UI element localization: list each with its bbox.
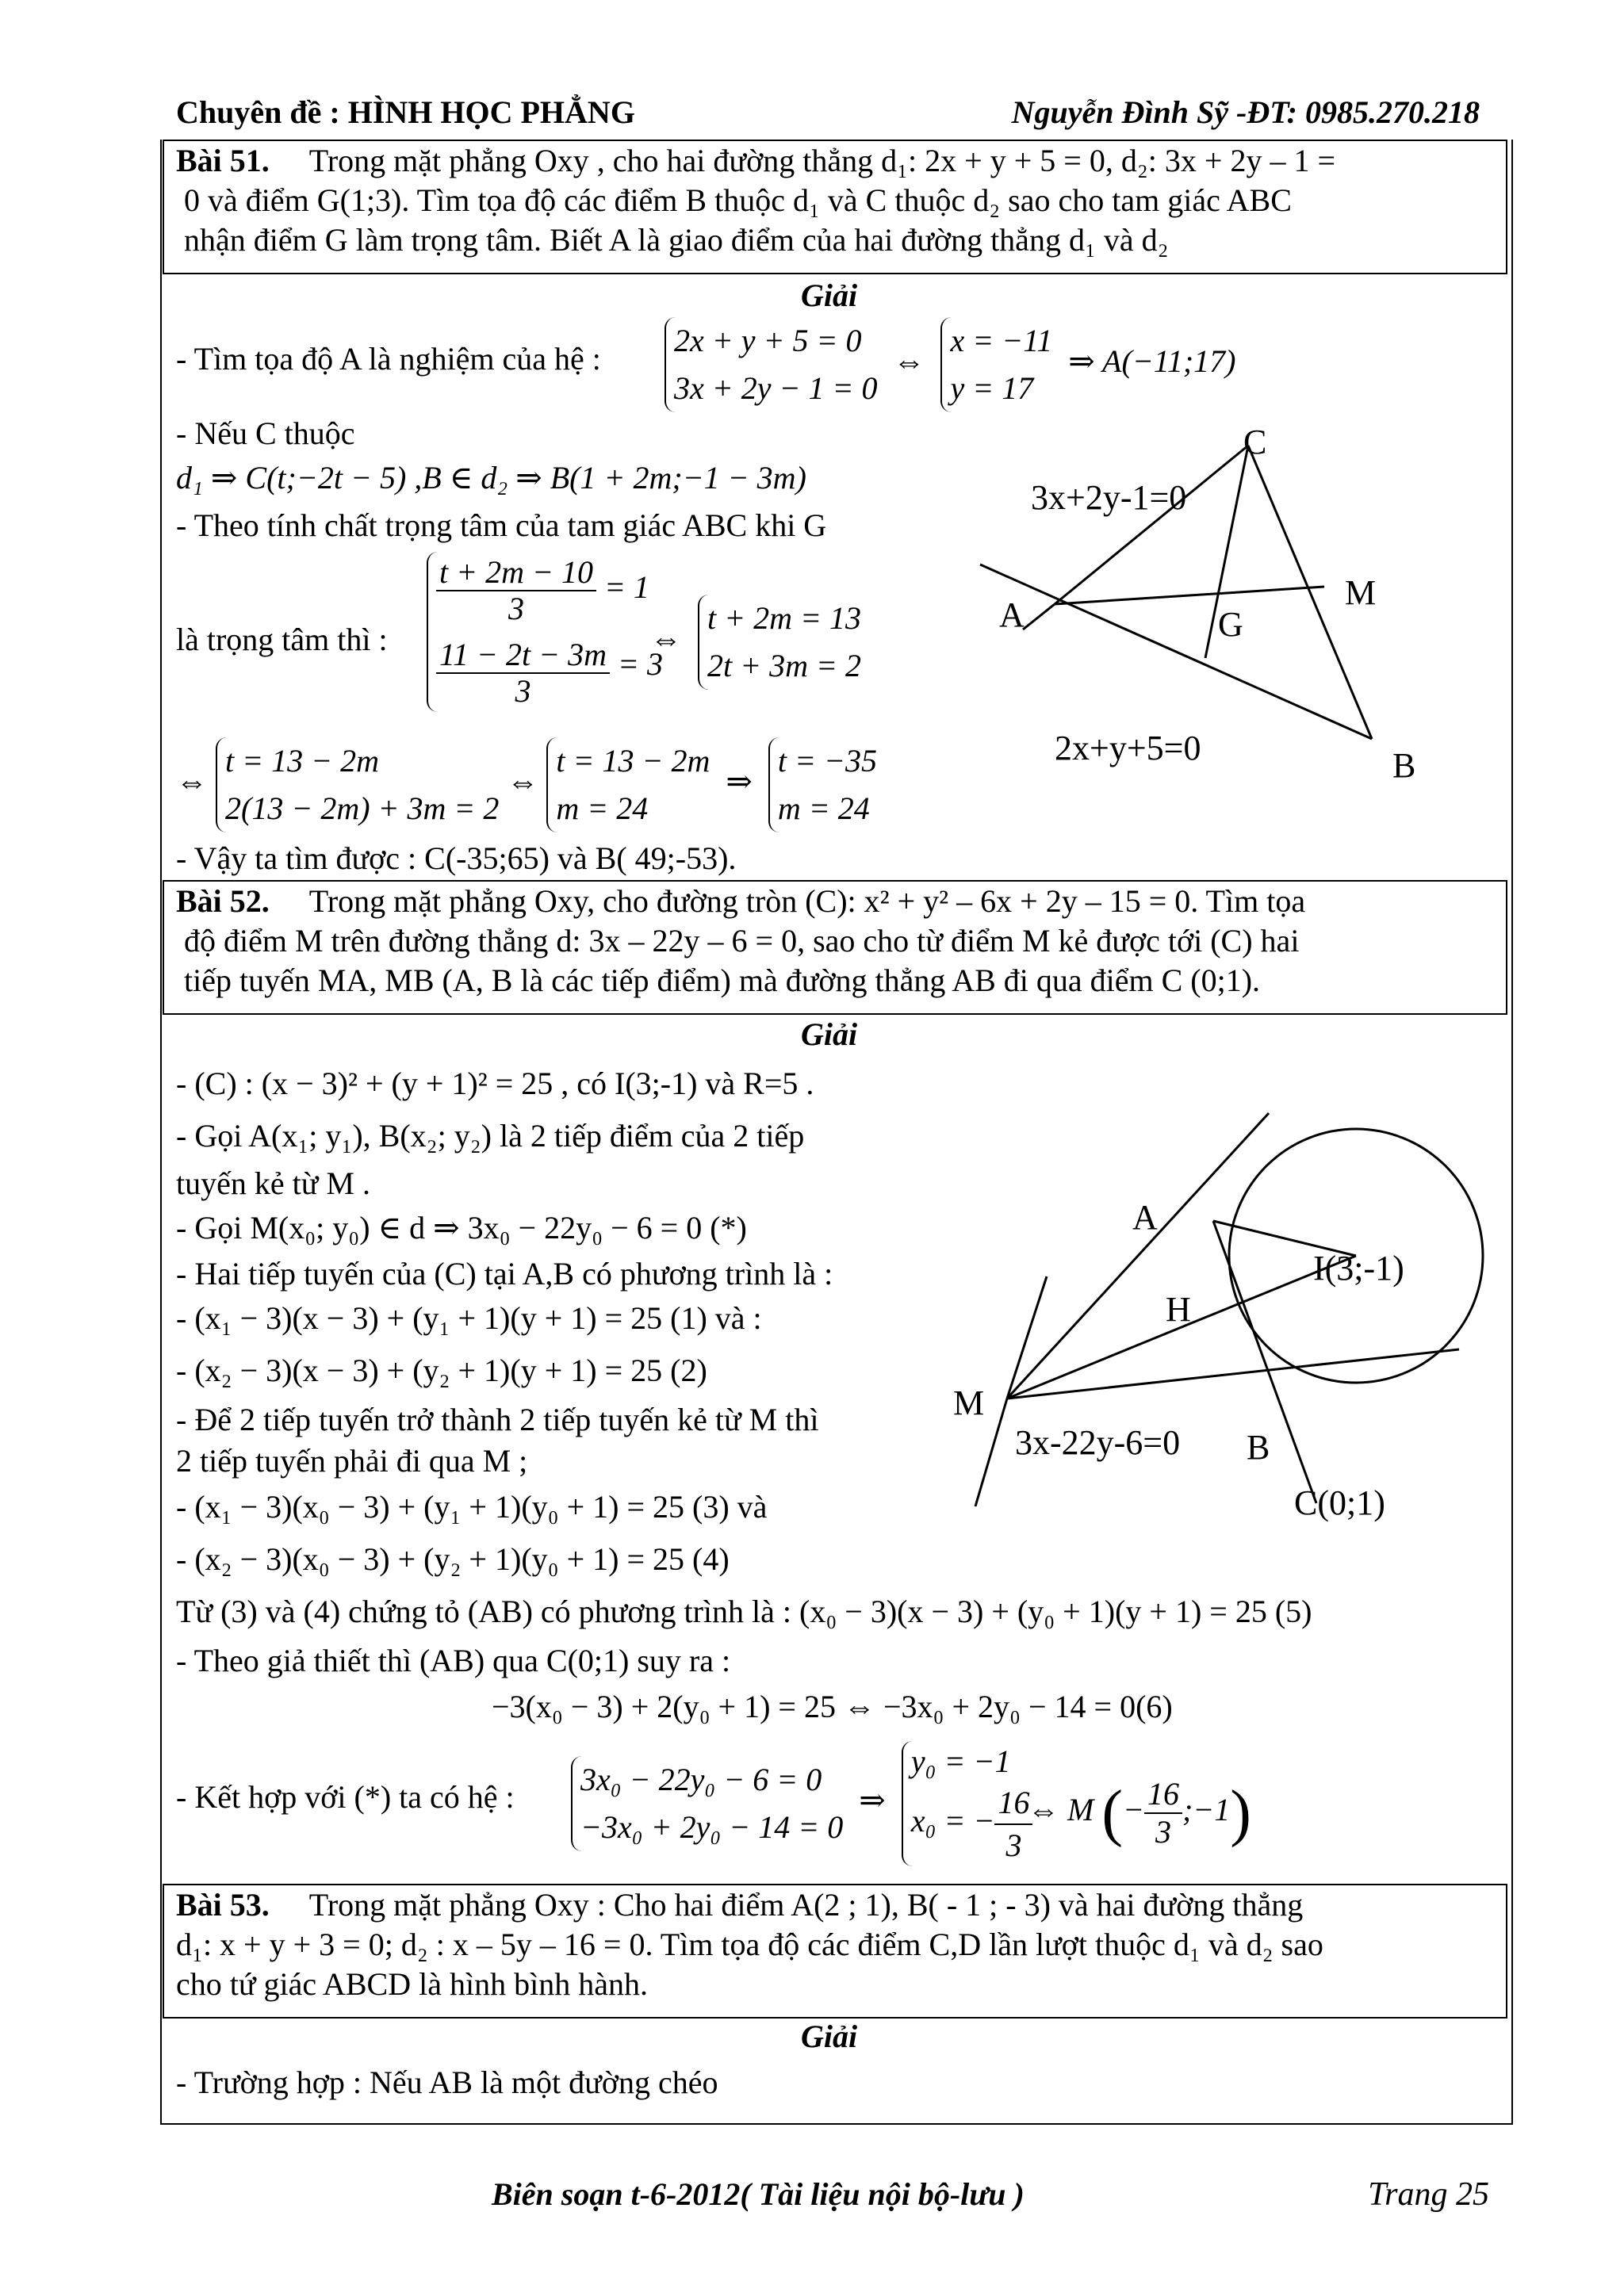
solution-52-heading: Giải [801,1016,858,1052]
system-1-eq-1: 2x + y + 5 = 0 [674,323,862,358]
system-5-eq-2: 2(13 − 2m) + 3m = 2 [225,790,500,826]
frac-1-den: 3 [508,591,524,626]
system-7-eq-1: t = −35 [777,743,877,779]
problem-52-line-3: tiếp tuyến MA, MB (A, B là các tiếp điểm) mà đường thẳng AB đi qua điểm C (0;1). [184,962,1261,998]
solution-51-step-5: là trọng tâm thì : [176,622,388,657]
problem-52-line-1 [176,883,1305,920]
frac-2-num: 11 − 2t − 3m [436,637,610,674]
system-5-eq-1: t = 13 − 2m [225,743,379,779]
problem-53-line-3: cho tứ giác ABCD là hình bình hành. [176,1966,648,2002]
figure-triangle-abc [967,428,1459,793]
system-m: 3x₀ − 22y₀ − 6 = 0 −3x₀ + 2y₀ − 14 = 0 ⇒ y₀ = −1 x₀ = − $\frac{16}{3}$ [571,1741,1032,1866]
result-m-num: 16 [1144,1776,1182,1814]
result-y0: y₀ = −1 [910,1743,1011,1779]
solution-51-step-1 [176,341,601,377]
problem-51-line-3: nhận điểm G làm trọng tâm. Biết A là giao điểm của hai đường thẳng d₁ và d₂ [184,222,1169,258]
solution-52-step-7: - (x₂ − 3)(x − 3) + (y₂ + 1)(y + 1) = 25 (2) [176,1353,707,1388]
label-m: M [1345,573,1377,612]
solution-52-step-6: - (x₁ − 3)(x − 3) + (y₁ + 1)(y + 1) = 25 (1) và : [176,1300,762,1336]
solution-52-step-14: −3(x₀ − 3) + 2(y₀ + 1) = 25 ⇔ −3x₀ + 2y₀ − 14 = 0(6) [492,1689,1173,1724]
label-d1: 2x+y+5=0 [1055,729,1201,767]
result-point-m: ⇔ M (− $\frac{16}{3}$ ;−1) [1028,1776,1251,1850]
problem-52-line-2: độ điểm M trên đường thẳng d: 3x – 22y – 6 = 0, sao cho từ điểm M kẻ được tới (C) hai [184,923,1300,959]
figure-tangents [952,1094,1491,1538]
label-i: I(3;-1) [1313,1249,1404,1288]
label-d2: 3x+2y-1=0 [1031,478,1187,517]
solution-51-step-2: - Nếu C thuộc [176,415,355,451]
label-c2: C(0;1) [1294,1483,1385,1522]
system-2-eq-2: y = 17 [950,370,1034,406]
solution-52-step-12: Từ (3) và (4) chứng tỏ (AB) có phương trình là : (x₀ − 3)(x − 3) + (y₀ + 1)(y + 1) = 25 (5) [176,1594,1312,1629]
frac-2-den: 3 [515,673,531,709]
line-ext-a [1023,604,1055,629]
tangent-mb [1007,1349,1459,1399]
label-m2: M [953,1383,985,1422]
solution-52-step-2: - Gọi A(x₁; y₁), B(x₂; y₂) là 2 tiếp điểm của 2 tiếp [176,1118,805,1154]
line-d2 [1055,446,1248,604]
system-5: ⇔ t = 13 − 2m 2(13 − 2m) + 3m = 2 ⇔ t = 13 − 2m m = 24 ⇒ t = −35 m = 24 [176,737,877,832]
solution-53-heading: Giải [801,2019,858,2054]
problem-53-title: Bài 53. [176,1887,270,1923]
line-d1 [980,564,1372,739]
result-m-tail: ;−1 [1182,1792,1231,1828]
header-author: Nguyễn Đình Sỹ -ĐT: 0985.270.218 [1011,94,1480,130]
problem-53-line-1 [176,1887,1303,1923]
problem-51-line-1 [176,143,1335,179]
system-m-eq-1: 3x₀ − 22y₀ − 6 = 0 [580,1762,822,1797]
result-x0: x₀ = − [910,1803,995,1839]
problem-53-text-1: Trong mặt phẳng Oxy : Cho hai điểm A(2 ; 1), B( - 1 ; - 3) và hai đường thẳng [308,1887,1304,1923]
problem-52-text-1: Trong mặt phẳng Oxy, cho đường tròn (C): x² + y² – 6x + 2y – 15 = 0. Tìm tọa [308,883,1306,919]
system-4: ⇔ t + 2m = 13 2t + 3m = 2 [650,595,861,690]
label-a2: A [1132,1198,1158,1237]
result-x0-den: 3 [1005,1827,1022,1863]
solution-52-step-5: - Hai tiếp tuyến của (C) tại A,B có phương trình là : [176,1256,833,1292]
frac-1-rhs: = 1 [603,569,649,606]
label-b: B [1392,746,1416,785]
label-g: G [1218,605,1243,644]
result-point-a: ⇒ A(−11;17) [1068,343,1236,380]
frac-1-num: t + 2m − 10 [436,555,596,591]
solution-52-step-11: - (x₂ − 3)(x₀ − 3) + (y₂ + 1)(y₀ + 1) = 25 (4) [176,1541,730,1577]
label-h: H [1166,1290,1191,1329]
page-number: Trang 25 [1368,2176,1489,2213]
label-b2: B [1247,1428,1270,1467]
solution-51-step-3: d₁ ⇒ C(t;−2t − 5) ,B ∈ d₂ ⇒ B(1 + 2m;−1 − 3m) [176,460,806,496]
solution-51-heading: Giải [801,277,858,313]
solution-52-step-15: - Kết hợp với (*) ta có hệ : [176,1779,515,1815]
problem-51-title: Bài 51. [176,143,270,178]
system-2-eq-1: x = −11 [950,323,1053,358]
result-m-label: ⇔ M [1028,1792,1094,1828]
system-m-eq-2: −3x₀ + 2y₀ − 14 = 0 [580,1809,844,1845]
footer-note: Biên soạn t-6-2012( Tài liệu nội bộ-lưu ) [492,2176,1025,2212]
header-topic: Chuyên đề : HÌNH HỌC PHẲNG [176,94,635,130]
label-c: C [1243,428,1267,461]
system-7-eq-2: m = 24 [777,790,870,826]
solution-51-step-4: - Theo tính chất trọng tâm của tam giác ABC khi G [176,507,827,543]
problem-51-line-2: 0 và điểm G(1;3). Tìm tọa độ các điểm B thuộc d₁ và C thuộc d₂ sao cho tam giác ABC [184,182,1292,218]
system-3 [427,552,663,712]
frac-2-rhs: = 3 [618,646,664,683]
solution-52-step-4: - Gọi M(x₀; y₀) ∈ d ⇒ 3x₀ − 22y₀ − 6 = 0 (*) [176,1210,747,1246]
solution-52-step-3: tuyến kẻ từ M . [176,1165,370,1201]
label-a: A [999,595,1025,634]
solution-53-step-1: - Trường hợp : Nếu AB là một đường chéo [176,2064,718,2100]
result-m-den: 3 [1155,1814,1171,1850]
solution-52-step-8: - Để 2 tiếp tuyến trở thành 2 tiếp tuyến kẻ từ M thì [176,1402,819,1437]
line-d-upper [1007,1276,1047,1399]
median-am [1055,587,1324,604]
solution-51-step-1-text: - Tìm tọa độ A là nghiệm của hệ : [176,341,601,377]
system-4-eq-2: 2t + 3m = 2 [707,648,861,683]
system-6-eq-2: m = 24 [556,790,649,826]
system-4-eq-1: t + 2m = 13 [707,600,861,636]
system-1-eq-2: 3x + 2y − 1 = 0 [674,370,878,406]
solution-51-conclusion: - Vậy ta tìm được : C(-35;65) và B( 49;-53). [176,840,737,876]
solution-52-step-9: 2 tiếp tuyến phải đi qua M ; [176,1443,528,1479]
label-d: 3x-22y-6=0 [1015,1423,1181,1462]
problem-51-text-1: Trong mặt phẳng Oxy , cho hai đường thẳng d₁: 2x + y + 5 = 0, d₂: 3x + 2y – 1 = [308,143,1335,178]
solution-52-step-10: - (x₁ − 3)(x₀ − 3) + (y₁ + 1)(y₀ + 1) = 25 (3) và [176,1489,768,1525]
result-x0-num: 16 [994,1782,1032,1825]
system-6-eq-1: t = 13 − 2m [556,743,710,779]
solution-52-step-1: - (C) : (x − 3)² + (y + 1)² = 25 , có I(3;-1) và R=5 . [176,1066,814,1101]
system-1: 2x + y + 5 = 0 3x + 2y − 1 = 0 ⇔ x = −11 y = 17 ⇒ A(−11;17) [665,317,1235,412]
problem-52-title: Bài 52. [176,883,270,919]
problem-53-line-2: d₁: x + y + 3 = 0; d₂ : x – 5y – 16 = 0. Tìm tọa độ các điểm C,D lần lượt thuộc d₁ và d₂ sao [176,1927,1323,1962]
solution-52-step-13: - Theo giả thiết thì (AB) qua C(0;1) suy ra : [176,1643,731,1678]
